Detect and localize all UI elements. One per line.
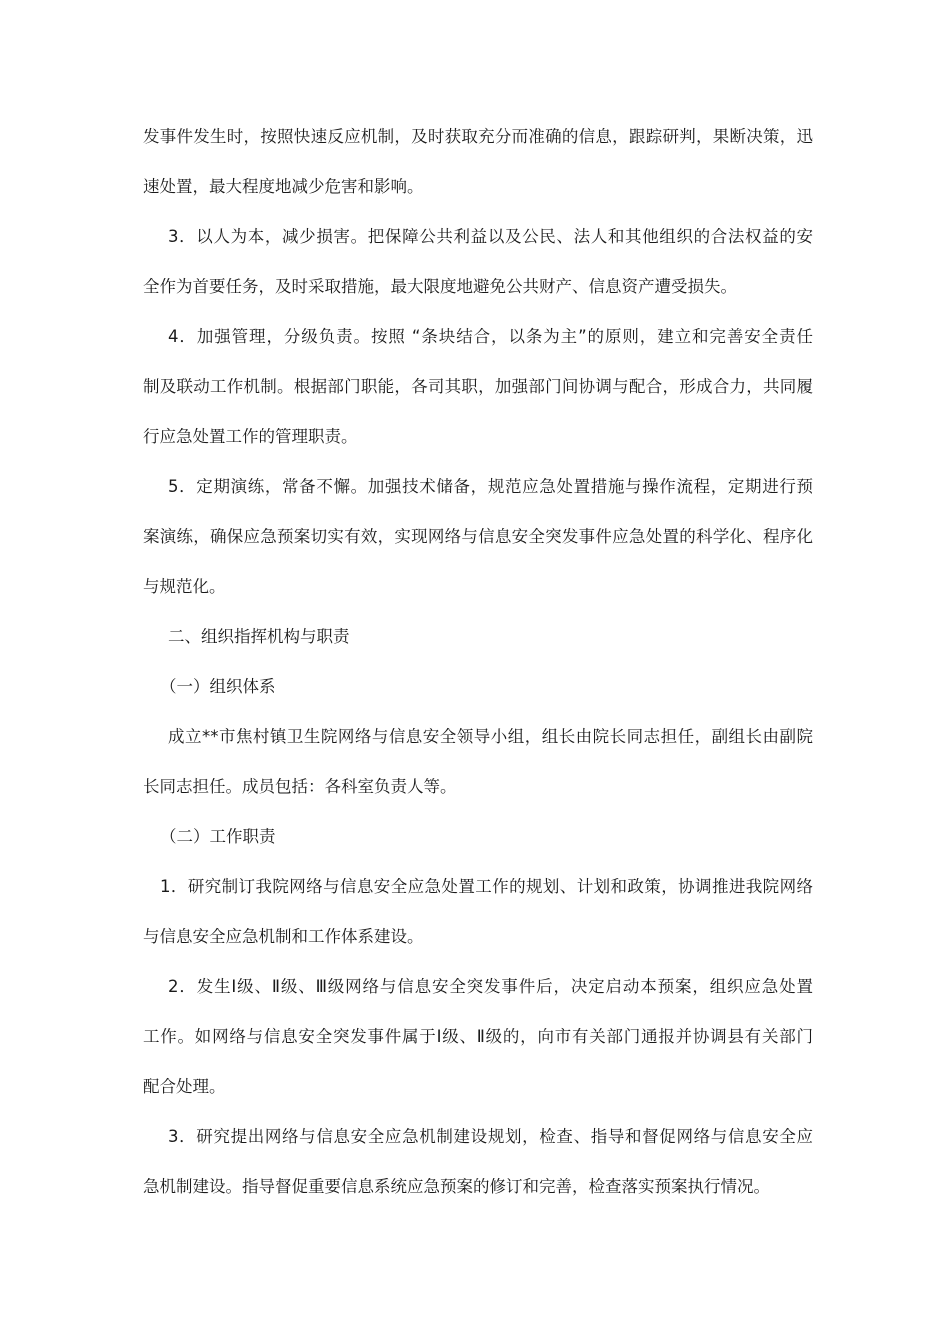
text-line: 发事件发生时，按照快速反应机制，及时获取充分而准确的信息，跟踪研判，果断决策，迅: [143, 127, 813, 146]
text-line: 与信息安全应急机制和工作体系建设。: [143, 927, 424, 946]
text-line: 工作。如网络与信息安全突发事件属于Ⅰ级、Ⅱ级的，向市有关部门通报并协调县有关部门: [143, 1027, 813, 1046]
text-line: 5．定期演练，常备不懈。加强技术储备，规范应急处置措施与操作流程，定期进行预: [168, 477, 813, 496]
text-line: 急机制建设。指导督促重要信息系统应急预案的修订和完善，检查落实预案执行情况。: [143, 1177, 770, 1196]
text-line: 长同志担任。成员包括：各科室负责人等。: [143, 777, 457, 796]
text-line: 3．以人为本，减少损害。把保障公共利益以及公民、法人和其他组织的合法权益的安: [168, 227, 813, 246]
text-line: 3．研究提出网络与信息安全应急机制建设规划，检查、指导和督促网络与信息安全应: [168, 1127, 813, 1146]
text-line: 案演练，确保应急预案切实有效，实现网络与信息安全突发事件应急处置的科学化、程序化: [143, 527, 813, 546]
text-line: 行应急处置工作的管理职责。: [143, 427, 358, 446]
text-line: 配合处理。: [143, 1077, 226, 1096]
text-line: 4．加强管理，分级负责。按照 “条块结合，以条为主”的原则，建立和完善安全责任: [168, 327, 813, 346]
text-line: 全作为首要任务，及时采取措施，最大限度地避免公共财产、信息资产遭受损失。: [143, 277, 737, 296]
text-line: 1．研究制订我院网络与信息安全应急处置工作的规划、计划和政策，协调推进我院网络: [160, 877, 813, 896]
section-heading: 二、组织指挥机构与职责: [168, 627, 350, 646]
text-line: 成立**市焦村镇卫生院网络与信息安全领导小组，组长由院长同志担任，副组长由副院: [168, 727, 813, 746]
text-line: 制及联动工作机制。根据部门职能，各司其职，加强部门间协调与配合，形成合力，共同履: [143, 377, 813, 396]
subsection-heading: （一）组织体系: [160, 677, 276, 696]
subsection-heading: （二）工作职责: [160, 827, 276, 846]
text-line: 2．发生Ⅰ级、Ⅱ级、Ⅲ级网络与信息安全突发事件后，决定启动本预案，组织应急处置: [168, 977, 813, 996]
text-line: 速处置，最大程度地减少危害和影响。: [143, 177, 424, 196]
text-line: 与规范化。: [143, 577, 226, 596]
